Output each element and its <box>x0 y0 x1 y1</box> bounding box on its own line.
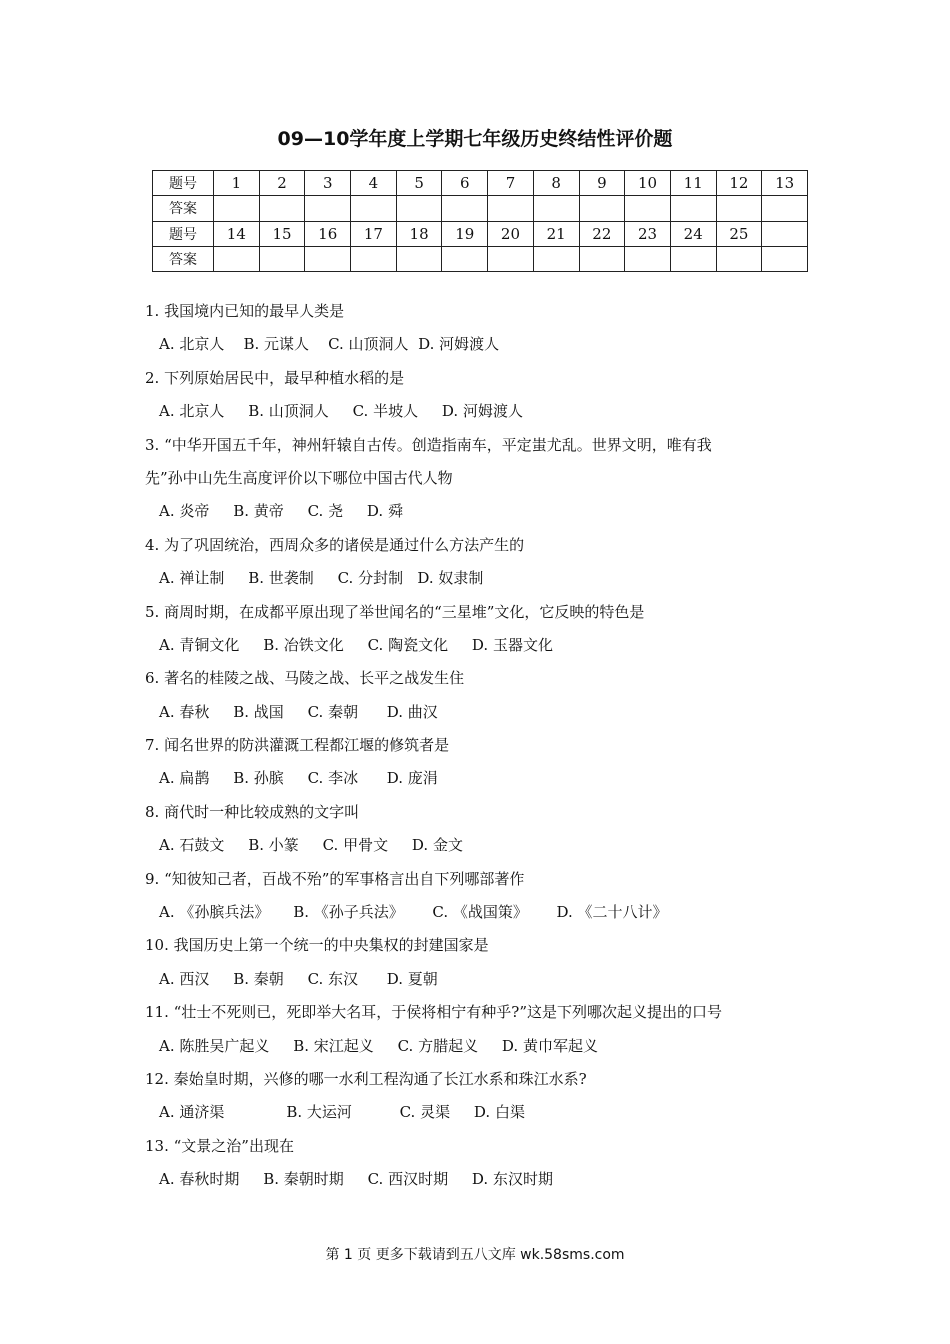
question-stem: 12. 秦始皇时期，兴修的哪一水利工程沟通了长江水系和珠江水系? <box>145 1069 587 1088</box>
grid-answer-cell[interactable] <box>533 196 579 221</box>
question-options: A. 北京人 B. 山顶洞人 C. 半坡人 D. 河姆渡人 <box>159 402 523 421</box>
question-stem: 8. 商代时一种比较成熟的文字叫 <box>145 802 360 821</box>
question-stem: 6. 著名的桂陵之战、马陵之战、长平之战发生住 <box>145 669 465 688</box>
grid-answer-label: 答案 <box>153 196 214 221</box>
grid-number-cell: 14 <box>214 221 260 246</box>
grid-number-cell: 16 <box>305 221 351 246</box>
question-options: A. 春秋时期 B. 秦朝时期 C. 西汉时期 D. 东汉时期 <box>159 1170 553 1189</box>
question-options: A. 青铜文化 B. 冶铁文化 C. 陶瓷文化 D. 玉器文化 <box>159 635 553 654</box>
grid-answer-label: 答案 <box>153 246 214 271</box>
grid-answer-cell[interactable] <box>716 246 762 271</box>
grid-number-cell: 25 <box>716 221 762 246</box>
question-stem: 5. 商周时期，在成都平原出现了举世闻名的“三星堆”文化，它反映的特色是 <box>145 602 645 621</box>
grid-row-numbers-1 <box>153 171 808 196</box>
grid-number-cell: 10 <box>625 171 671 196</box>
question-list <box>145 298 825 1200</box>
grid-number-cell: 1 <box>214 171 260 196</box>
question-stem: 10. 我国历史上第一个统一的中央集权的封建国家是 <box>145 936 489 955</box>
question-stem: 9. “知彼知己者，百战不殆”的军事格言出自下列哪部著作 <box>145 869 525 888</box>
grid-number-cell: 9 <box>579 171 625 196</box>
grid-answer-cell[interactable] <box>259 246 305 271</box>
grid-answer-cell[interactable] <box>716 196 762 221</box>
question-options: A. 《孙膑兵法》 B. 《孙子兵法》 C. 《战国策》 D. 《二十八计》 <box>159 903 668 922</box>
grid-number-cell: 4 <box>351 171 397 196</box>
page-title: 09—10学年度上学期七年级历史终结性评价题 <box>277 128 673 150</box>
grid-number-cell: 12 <box>716 171 762 196</box>
grid-number-cell: 3 <box>305 171 351 196</box>
question-options: A. 陈胜吴广起义 B. 宋江起义 C. 方腊起义 D. 黄巾军起义 <box>159 1036 598 1055</box>
question-options: A. 春秋 B. 战国 C. 秦朝 D. 曲汉 <box>159 702 438 721</box>
grid-row-numbers-2 <box>153 221 808 246</box>
grid-answer-cell[interactable] <box>305 196 351 221</box>
grid-number-cell: 13 <box>762 171 808 196</box>
question-options: A. 炎帝 B. 黄帝 C. 尧 D. 舜 <box>159 502 403 521</box>
question-options: A. 禅让制 B. 世袭制 C. 分封制 D. 奴隶制 <box>159 569 484 588</box>
grid-number-cell: 19 <box>442 221 488 246</box>
grid-answer-cell[interactable] <box>351 246 397 271</box>
grid-number-cell: 7 <box>488 171 534 196</box>
question-stem: 3. “中华开国五千年，神州轩辕自古传。创造指南车，平定蚩尤乱。世界文明，唯有我 <box>145 435 712 454</box>
answer-grid <box>152 170 808 272</box>
question-stem: 7. 闻名世界的防洪灌溉工程都江堰的修筑者是 <box>145 736 450 755</box>
grid-answer-cell[interactable] <box>396 196 442 221</box>
grid-answer-cell[interactable] <box>214 246 260 271</box>
page-footer: 第 1 页 更多下载请到五八文库 wk.58sms.com <box>325 1247 625 1263</box>
grid-number-cell: 21 <box>533 221 579 246</box>
grid-number-cell: 6 <box>442 171 488 196</box>
grid-number-cell: 20 <box>488 221 534 246</box>
grid-header-label: 题号 <box>153 171 214 196</box>
grid-number-cell: 5 <box>396 171 442 196</box>
grid-number-cell: 22 <box>579 221 625 246</box>
grid-answer-cell[interactable] <box>488 246 534 271</box>
question-options: A. 通济渠 B. 大运河 C. 灵渠 D. 白渠 <box>159 1103 525 1122</box>
grid-number-cell: 15 <box>259 221 305 246</box>
grid-answer-cell[interactable] <box>579 246 625 271</box>
question-options: A. 石鼓文 B. 小篆 C. 甲骨文 D. 金文 <box>159 836 463 855</box>
grid-answer-cell[interactable] <box>351 196 397 221</box>
question-stem: 1. 我国境内已知的最早人类是 <box>145 302 345 320</box>
grid-number-cell <box>762 221 808 246</box>
grid-answer-cell[interactable] <box>579 196 625 221</box>
grid-answer-cell[interactable] <box>762 196 808 221</box>
grid-number-cell: 18 <box>396 221 442 246</box>
grid-header-label: 题号 <box>153 221 214 246</box>
grid-answer-cell[interactable] <box>670 196 716 221</box>
grid-answer-cell[interactable] <box>762 246 808 271</box>
grid-number-cell: 2 <box>259 171 305 196</box>
grid-number-cell: 11 <box>670 171 716 196</box>
grid-answer-cell[interactable] <box>305 246 351 271</box>
grid-number-cell: 24 <box>670 221 716 246</box>
question-stem-continued: 先”孙中山先生高度评价以下哪位中国古代人物 <box>145 468 453 487</box>
question-options: A. 扁鹊 B. 孙膑 C. 李冰 D. 庞涓 <box>159 769 438 788</box>
question-stem: 4. 为了巩固统治，西周众多的诸侯是通过什么方法产生的 <box>145 535 525 554</box>
grid-answer-cell[interactable] <box>488 196 534 221</box>
question-stem: 13. “文景之治”出现在 <box>145 1136 294 1155</box>
grid-number-cell: 8 <box>533 171 579 196</box>
question-stem: 11. “壮士不死则已，死即举大名耳，于侯将相宁有种乎?”这是下列哪次起义提出的口号 <box>145 1003 723 1022</box>
grid-number-cell: 17 <box>351 221 397 246</box>
grid-answer-cell[interactable] <box>442 246 488 271</box>
question-options: A. 西汉 B. 秦朝 C. 东汉 D. 夏朝 <box>159 969 438 988</box>
grid-answer-cell[interactable] <box>442 196 488 221</box>
grid-answer-cell[interactable] <box>396 246 442 271</box>
grid-answer-cell[interactable] <box>625 246 671 271</box>
grid-number-cell: 23 <box>625 221 671 246</box>
question-options: A. 北京人 B. 元谋人 C. 山顶洞人 D. 河姆渡人 <box>159 335 500 354</box>
grid-answer-cell[interactable] <box>533 246 579 271</box>
grid-row-answers-2 <box>153 246 808 271</box>
grid-answer-cell[interactable] <box>214 196 260 221</box>
question-stem: 2. 下列原始居民中，最早种植水稻的是 <box>145 368 405 387</box>
grid-answer-cell[interactable] <box>625 196 671 221</box>
grid-answer-cell[interactable] <box>670 246 716 271</box>
grid-row-answers-1 <box>153 196 808 221</box>
grid-answer-cell[interactable] <box>259 196 305 221</box>
